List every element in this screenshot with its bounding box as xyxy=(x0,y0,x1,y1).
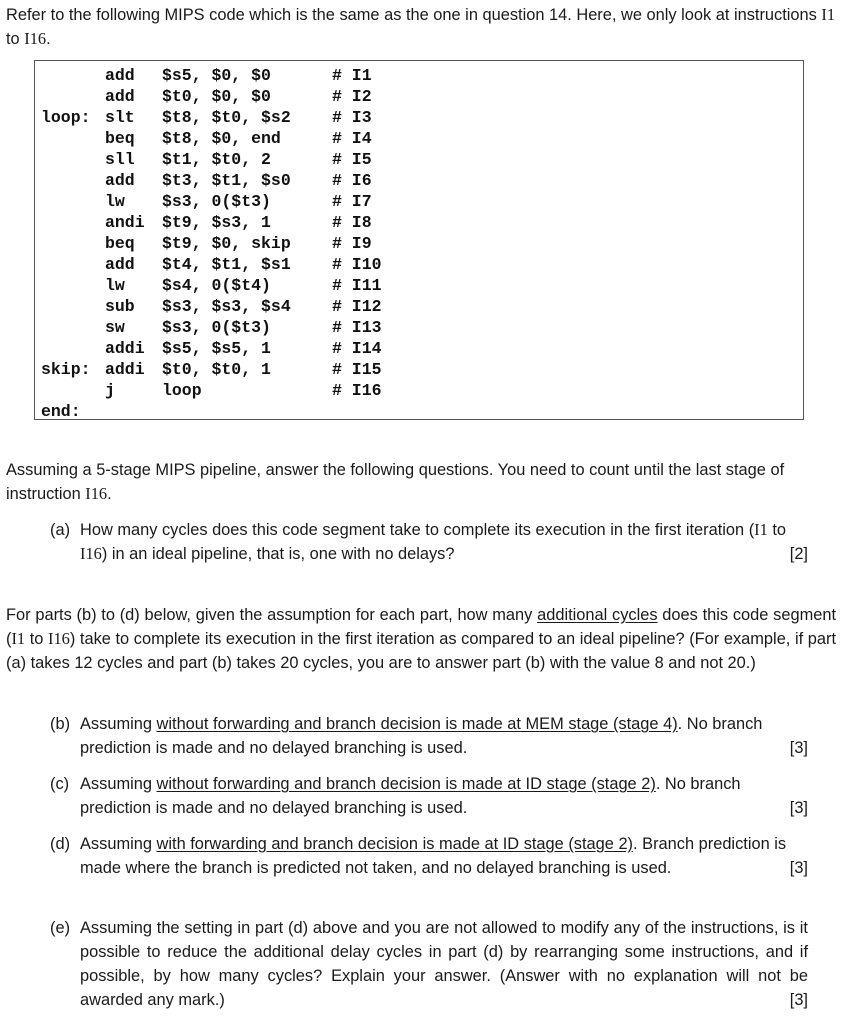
instr-ref-i16: I16 xyxy=(24,29,47,48)
assumption-paragraph xyxy=(6,458,836,506)
instr-ref-i1: I1 xyxy=(754,520,768,539)
intro-end: . xyxy=(46,30,51,48)
marks-badge: [2] xyxy=(789,545,808,563)
code-comment: # I7 xyxy=(332,192,372,211)
code-opcode: add xyxy=(105,87,135,106)
code-line xyxy=(41,86,372,107)
code-line xyxy=(41,275,382,296)
question-a xyxy=(50,518,808,566)
code-operands: loop xyxy=(162,381,202,400)
code-comment: # I9 xyxy=(332,234,372,253)
intro-text: Refer to the following MIPS code which is the same as the one in question 14. Here, we only look at instructions xyxy=(6,6,822,24)
code-operands: $s4, 0($t4) xyxy=(162,276,271,295)
question-label: (d) xyxy=(50,835,71,853)
code-line xyxy=(41,65,372,86)
code-opcode: andi xyxy=(105,213,145,232)
marks-badge: [3] xyxy=(789,859,808,877)
question-text-end: . No branch prediction is made and no delayed branching is used. xyxy=(80,715,763,757)
code-opcode: lw xyxy=(105,192,125,211)
question-e xyxy=(50,916,808,1012)
code-comment: # I14 xyxy=(332,339,382,358)
question-text-end: . Branch prediction is made where the branch is predicted not taken, and no delayed branching is used. xyxy=(80,835,787,877)
question-text: Assuming xyxy=(80,715,157,733)
underlined-phrase: additional cycles xyxy=(537,606,658,624)
code-line xyxy=(41,359,382,380)
question-label: (a) xyxy=(50,521,71,539)
marks-badge: [3] xyxy=(789,799,808,817)
underlined-phrase: without forwarding and branch decision is made at ID stage (stage 2) xyxy=(156,775,656,793)
code-operands: $t9, $0, skip xyxy=(162,234,291,253)
code-comment: # I13 xyxy=(332,318,382,337)
code-comment: # I5 xyxy=(332,150,372,169)
code-opcode: sw xyxy=(105,318,125,337)
code-comment: # I6 xyxy=(332,171,372,190)
assumption-end: . xyxy=(107,485,112,503)
underlined-phrase: with forwarding and branch decision is made at ID stage (stage 2) xyxy=(156,835,634,853)
parts-text: For parts (b) to (d) below, given the assumption for each part, how many xyxy=(6,606,538,624)
parts-text-mid: does this code segment ( xyxy=(6,606,837,648)
code-operands: $t0, $t0, 1 xyxy=(162,360,271,379)
intro-paragraph xyxy=(6,3,836,51)
code-line xyxy=(41,380,382,401)
intro-to: to xyxy=(6,30,25,48)
marks-badge: [3] xyxy=(789,991,808,1009)
code-label: end: xyxy=(41,402,81,421)
parts-text-end: ) take to complete its execution in the first iteration as compared to an ideal pipeline? (For example, if part (a) takes 12 cycles and part (b) takes 20 cycles, you are to answer part (b) with the value 8 and not 20.) xyxy=(6,630,836,672)
code-opcode: addi xyxy=(105,339,145,358)
question-d xyxy=(50,832,808,880)
code-comment: # I2 xyxy=(332,87,372,106)
underlined-phrase: without forwarding and branch decision is made at MEM stage (stage 4) xyxy=(156,715,678,733)
question-text-end: ) in an ideal pipeline, that is, one with no delays? xyxy=(101,545,455,563)
code-label: skip: xyxy=(41,360,91,379)
code-comment: # I1 xyxy=(332,66,372,85)
mips-code-box xyxy=(34,60,804,420)
code-opcode: sll xyxy=(105,150,135,169)
code-operands: $s3, $s3, $s4 xyxy=(162,297,291,316)
code-opcode: addi xyxy=(105,360,145,379)
code-operands: $t4, $t1, $s1 xyxy=(162,255,291,274)
instr-ref-i16: I16 xyxy=(48,629,70,648)
instr-ref-i1: I1 xyxy=(821,5,836,24)
question-b xyxy=(50,712,808,760)
code-comment: # I15 xyxy=(332,360,382,379)
question-label: (b) xyxy=(50,715,71,733)
question-c xyxy=(50,772,808,820)
code-line xyxy=(41,296,382,317)
question-text: Assuming the setting in part (d) above and you are not allowed to modify any of the instructions, is it possible to reduce the additional delay cycles in part (d) by rearranging some instructions, and if possible, by how many cycles? Explain your answer. (Answer with no explanation will not be awarded any mark.) xyxy=(80,919,808,1009)
question-text: How many cycles does this code segment take to complete its execution in the first iteration ( xyxy=(80,521,755,539)
parts-to: to xyxy=(25,630,48,648)
code-line xyxy=(41,128,372,149)
parts-paragraph xyxy=(6,603,836,675)
code-opcode: lw xyxy=(105,276,125,295)
instr-ref-i1: I1 xyxy=(11,629,26,648)
code-opcode: beq xyxy=(105,129,135,148)
code-comment: # I16 xyxy=(332,381,382,400)
code-line xyxy=(41,338,382,359)
question-label: (c) xyxy=(50,775,70,793)
code-line xyxy=(41,233,372,254)
marks-badge: [3] xyxy=(789,739,808,757)
code-operands: $s5, $s5, 1 xyxy=(162,339,271,358)
code-operands: $t8, $0, end xyxy=(162,129,281,148)
code-label: loop: xyxy=(41,108,91,127)
code-opcode: slt xyxy=(105,108,135,127)
code-comment: # I11 xyxy=(332,276,382,295)
code-line xyxy=(41,170,372,191)
question-text: Assuming xyxy=(80,835,157,853)
code-line xyxy=(41,254,382,275)
instr-ref-i16: I16 xyxy=(80,544,102,563)
code-comment: # I8 xyxy=(332,213,372,232)
code-opcode: add xyxy=(105,255,135,274)
code-opcode: add xyxy=(105,171,135,190)
instr-ref-i16: I16 xyxy=(85,484,108,503)
code-line xyxy=(41,191,372,212)
question-text-end: . No branch prediction is made and no delayed branching is used. xyxy=(80,775,741,817)
code-comment: # I4 xyxy=(332,129,372,148)
code-operands: $t1, $t0, 2 xyxy=(162,150,271,169)
code-line xyxy=(41,212,372,233)
code-line xyxy=(41,401,332,422)
code-comment: # I3 xyxy=(332,108,372,127)
code-opcode: beq xyxy=(105,234,135,253)
code-comment: # I10 xyxy=(332,255,382,274)
code-line xyxy=(41,107,372,128)
code-opcode: sub xyxy=(105,297,135,316)
code-line xyxy=(41,317,382,338)
code-opcode: j xyxy=(105,381,115,400)
code-operands: $s5, $0, $0 xyxy=(162,66,271,85)
code-opcode: add xyxy=(105,66,135,85)
code-operands: $s3, 0($t3) xyxy=(162,192,271,211)
code-operands: $t8, $t0, $s2 xyxy=(162,108,291,127)
code-operands: $t3, $t1, $s0 xyxy=(162,171,291,190)
code-operands: $s3, 0($t3) xyxy=(162,318,271,337)
code-comment: # I12 xyxy=(332,297,382,316)
assumption-text: Assuming a 5-stage MIPS pipeline, answer the following questions. You need to count until the last stage of instruction xyxy=(6,461,785,503)
code-line xyxy=(41,149,372,170)
code-operands: $t0, $0, $0 xyxy=(162,87,271,106)
question-to: to xyxy=(767,521,787,539)
question-label: (e) xyxy=(50,919,71,937)
code-operands: $t9, $s3, 1 xyxy=(162,213,271,232)
question-text: Assuming xyxy=(80,775,157,793)
